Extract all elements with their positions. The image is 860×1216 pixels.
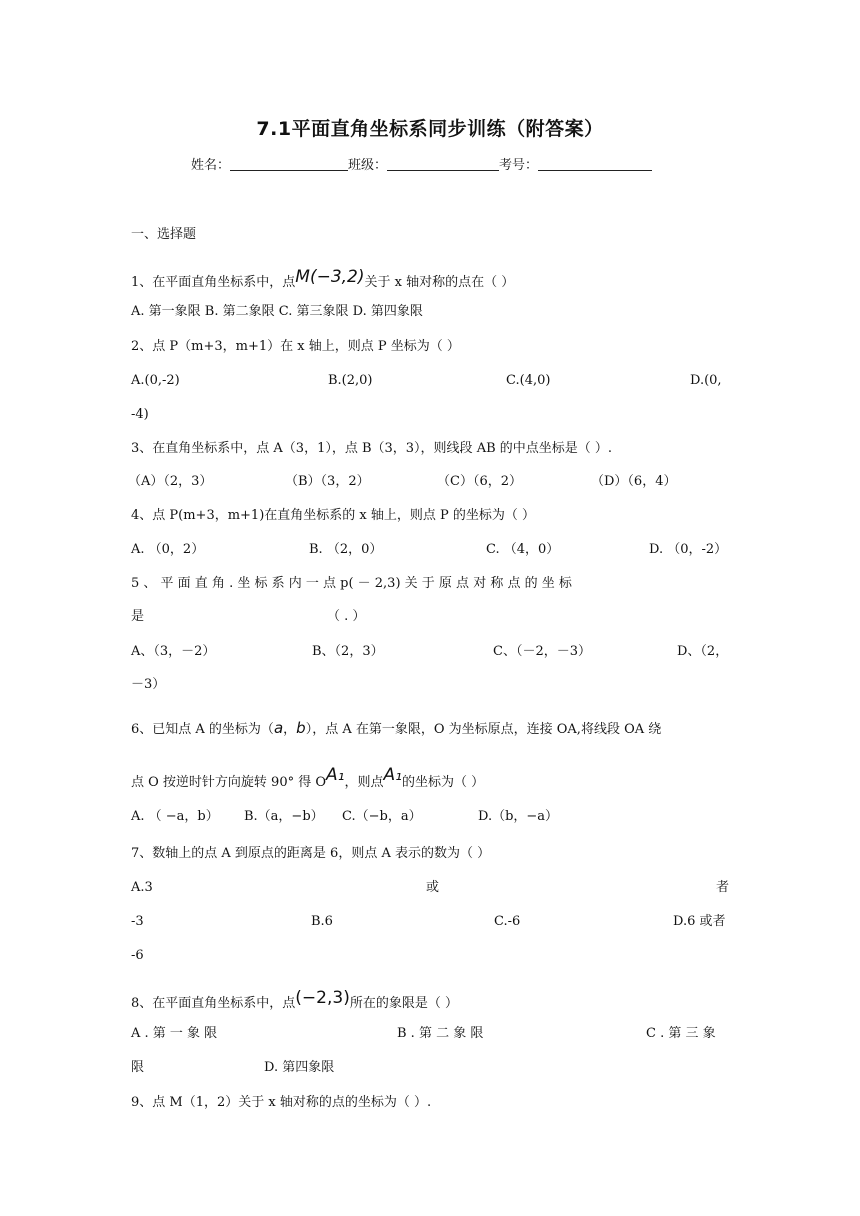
q8-option-c-wrap: 限 [131,1060,145,1075]
question-3: 3、在直角坐标系中，点 A（3，1），点 B（3，3），则线段 AB 的中点坐标是（ ）. [131,441,613,456]
q8-option-a: A . 第 一 象 限 [131,1026,218,1041]
q1-point-math: M(−3,2) [295,267,365,287]
q7-option-c: C.-6 [494,914,521,929]
q5-option-b: B、（2，3） [312,644,384,659]
q2-option-d-wrap: -4) [131,407,149,422]
q2-option-c: C.(4,0) [506,373,551,388]
q2-option-b: B.(2,0) [328,373,373,388]
q8-option-b: B . 第 二 象 限 [397,1026,484,1041]
q8-pre: 8、在平面直角坐标系中，点 [131,996,296,1011]
question-6-line1 [131,719,661,739]
q6-line2-pre: 点 O 按逆时针方向旋转 90° 得 O [131,775,327,790]
class-label: 班级： [348,158,388,173]
q4-option-b: B. （2，0） [309,542,383,557]
q6-var-b: b [296,719,306,737]
question-5-line2: 是 [131,609,145,624]
q6-option-c: C.（−b，a） [342,809,422,824]
q6-a1: A₁ [326,765,345,785]
question-1 [131,268,514,292]
q5-option-c: C、（－2，－3） [493,644,591,659]
page-title: 7.1平面直角坐标系同步训练（附答案） [256,118,604,140]
q7-or: 或 [426,880,440,895]
q4-option-c: C. （4，0） [486,542,560,557]
q6-line2-mid: ，则点 [344,775,384,790]
q2-option-a: A.(0,-2) [131,373,180,388]
question-7: 7、数轴上的点 A 到原点的距离是 6，则点 A 表示的数为（ ） [131,846,491,861]
q6-line2-post: 的坐标为（ ） [401,775,485,790]
q5-option-d: D、（2， [677,644,729,659]
q7-zhe: 者 [716,880,730,895]
question-5-line1: 5 、 平 面 直 角 . 坐 标 系 内 一 点 p( － 2,3) 关 于 原 点 对 称 点 的 坐 标 [131,576,572,591]
q4-option-d: D. （0，-2） [649,542,728,557]
q3-option-d: （D）（6，4） [591,474,677,489]
q3-option-c: （C）（6，2） [437,474,522,489]
q8-option-c: C . 第 三 象 [646,1026,716,1041]
header-fields [191,157,652,175]
section-heading: 一、选择题 [131,227,197,242]
q5-option-d-wrap: －3） [131,677,166,692]
q6-option-a: A. （ −a，b） [131,809,219,824]
q7-option-d-wrap: -6 [131,948,144,963]
class-blank[interactable] [387,157,499,171]
q3-option-a: （A）（2，3） [128,474,213,489]
q5-option-a: A、（3，－2） [131,644,216,659]
q1-stem-post: 关于 x 轴对称的点在（ ） [364,275,515,290]
q8-point-math: (−2,3) [295,988,350,1008]
q7-option-d: D.6 或者 [673,914,726,929]
q7-neg3: -3 [131,914,144,929]
question-4: 4、点 P(m+3，m+1)在直角坐标系的 x 轴上，则点 P 的坐标为（ ） [131,508,536,523]
q6-a1-second: A₁ [383,765,402,785]
exam-number-blank[interactable] [538,157,652,171]
q6-option-d: D.（b，−a） [478,809,559,824]
q7-option-a: A.3 [131,880,153,895]
question-2: 2、点 P（m+3，m+1）在 x 轴上，则点 P 坐标为（ ） [131,339,460,354]
q1-options: A. 第一象限 B. 第二象限 C. 第三象限 D. 第四象限 [131,304,423,319]
q4-option-a: A. （0，2） [131,542,205,557]
q6-pre: 6、已知点 A 的坐标为（ [131,722,274,737]
exam-number-label: 考号： [499,158,539,173]
name-label: 姓名： [191,158,231,173]
q2-option-d: D.(0, [690,373,722,388]
question-9: 9、点 M（1，2）关于 x 轴对称的点的坐标为（ ）. [131,1095,432,1110]
question-8 [131,989,458,1013]
q6-comma: ， [283,722,297,737]
name-blank[interactable] [230,157,348,171]
q6-var-a: a [273,719,284,737]
q6-option-b: B.（a，−b） [244,809,324,824]
q3-option-b: （B）（3，2） [285,474,370,489]
q6-post: ），点 A 在第一象限，O 为坐标原点，连接 OA,将线段 OA 绕 [305,722,662,737]
q8-post: 所在的象限是（ ） [349,996,458,1011]
q7-option-b: B.6 [311,914,333,929]
q5-answer-paren: （ . ） [327,609,366,624]
q8-option-d: D. 第四象限 [264,1060,335,1075]
q1-stem-pre: 1、在平面直角坐标系中，点 [131,275,296,290]
question-6-line2 [131,766,484,792]
